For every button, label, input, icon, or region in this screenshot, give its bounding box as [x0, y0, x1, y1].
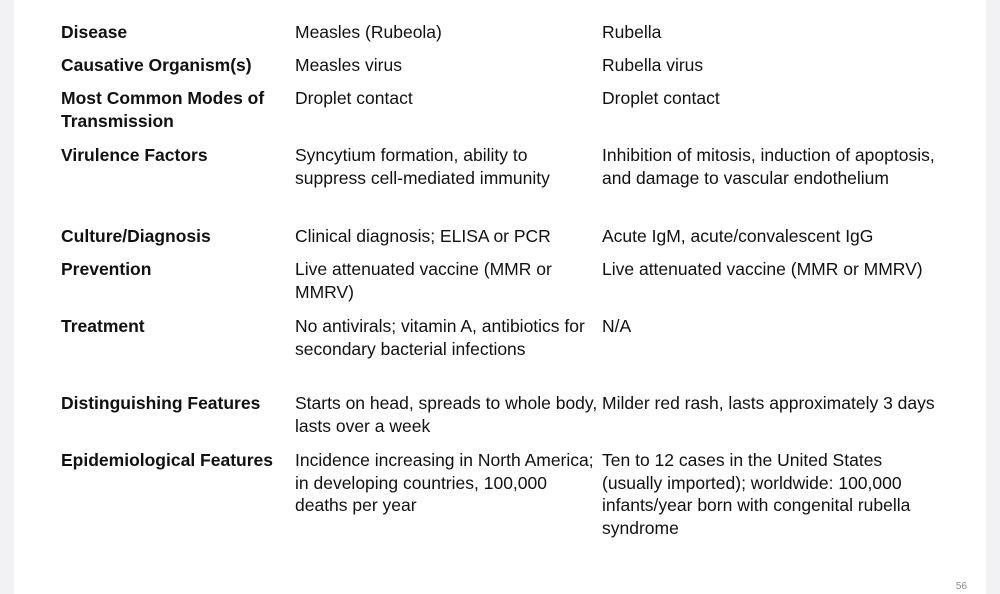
row-label: Virulence Factors: [61, 145, 208, 165]
table-row: [61, 392, 942, 449]
table-row: [61, 54, 942, 87]
rubella-cell: Rubella virus: [602, 55, 704, 75]
rubella-cell: Acute IgM, acute/convalescent IgG: [602, 226, 874, 246]
rubella-cell: Inhibition of mitosis, induction of apoptosis, and damage to vascular endothelium: [602, 145, 935, 188]
page-number: 56: [955, 581, 967, 592]
row-label: Disease: [61, 22, 128, 42]
measles-cell: Live attenuated vaccine (MMR or MMRV): [295, 259, 552, 302]
disease-comparison-table: [61, 21, 942, 539]
row-label: Causative Organism(s): [61, 55, 252, 75]
table-row: [61, 21, 942, 54]
rubella-cell: Rubella: [602, 22, 662, 42]
rubella-cell: Ten to 12 cases in the United States (usually imported); worldwide: 100,000 infants/year born with congenital rubella syndrome: [602, 450, 911, 538]
document-page: [14, 0, 986, 594]
rubella-cell: Live attenuated vaccine (MMR or MMRV): [602, 259, 923, 279]
table-row: [61, 258, 942, 315]
row-label: Distinguishing Features: [61, 393, 261, 413]
measles-cell: No antivirals; vitamin A, antibiotics for secondary bacterial infections: [295, 316, 585, 359]
table-row: [61, 87, 942, 144]
row-label: Most Common Modes of Transmission: [61, 88, 265, 131]
table-row: [61, 449, 942, 539]
measles-cell: Measles (Rubeola): [295, 22, 442, 42]
rubella-cell: Droplet contact: [602, 88, 720, 108]
table-row: [61, 144, 942, 225]
table-row: [61, 315, 942, 392]
measles-cell: Droplet contact: [295, 88, 413, 108]
rubella-cell: Milder red rash, lasts approximately 3 days: [602, 393, 935, 413]
row-label: Epidemiological Features: [61, 450, 273, 470]
measles-cell: Incidence increasing in North America; in developing countries, 100,000 deaths per year: [295, 450, 594, 515]
measles-cell: Clinical diagnosis; ELISA or PCR: [295, 226, 551, 246]
measles-cell: Syncytium formation, ability to suppress cell-mediated immunity: [295, 145, 550, 188]
table-row: [61, 225, 942, 258]
rubella-cell: N/A: [602, 316, 632, 336]
measles-cell: Starts on head, spreads to whole body, lasts over a week: [295, 393, 598, 436]
row-label: Prevention: [61, 259, 152, 279]
row-label: Treatment: [61, 316, 145, 336]
measles-cell: Measles virus: [295, 55, 402, 75]
row-label: Culture/Diagnosis: [61, 226, 211, 246]
